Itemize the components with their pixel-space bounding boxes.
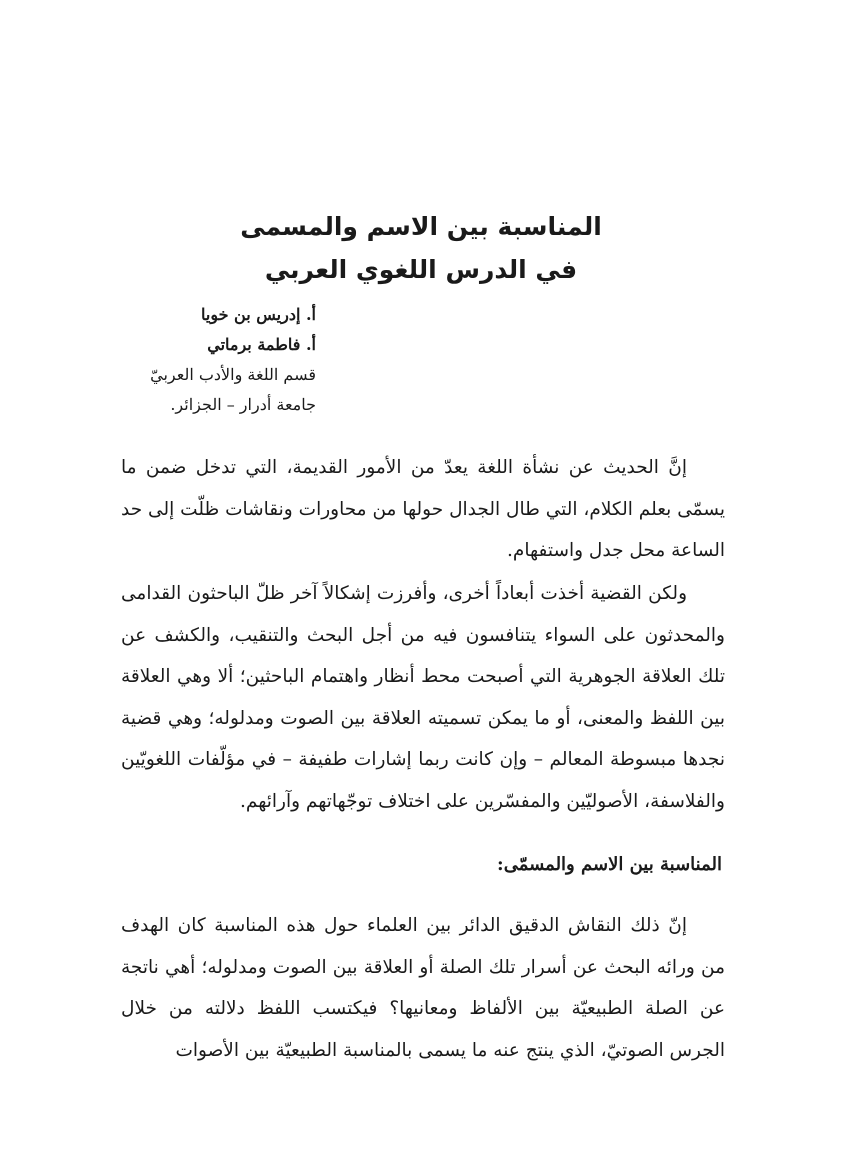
paragraph-1 [121, 447, 725, 572]
author-block [96, 300, 316, 420]
author-university: جامعة أدرار – الجزائر. [170, 395, 316, 414]
author-department: قسم اللغة والأدب العربيّ [150, 365, 316, 384]
author-name-2: أ. فاطمة برماتي [207, 335, 316, 354]
page-title: المناسبة بين الاسم والمسمى [240, 212, 602, 241]
paragraph-1-text: إنَّ الحديث عن نشأة اللغة يعدّ من الأمور القديمة، التي تدخل ضمن ما يسمّى بعلم الكلام، التي طال الجدال حولها من محاورات ونقاشات ظلّت إلى حد الساعة محل جدل واستفهام. [121, 457, 725, 561]
author-name-1: أ. إدريس بن خويا [201, 305, 316, 324]
paragraph-3-text: إنّ ذلك النقاش الدقيق الدائر بين العلماء حول هذه المناسبة كان الهدف من ورائه البحث عن أسرار تلك الصلة أو العلاقة بين الصوت ومدلوله؛ أهي ناتجة عن الصلة الطبيعيّة بين الألفاظ ومعانيها؟ فيكتسب اللفظ دلالته من خلال الجرس الصوتيّ، الذي ينتج عنه ما يسمى بالمناسبة الطبيعيّة بين الأصوات [121, 915, 725, 1061]
paragraph-3 [121, 905, 725, 1071]
paragraph-2 [121, 573, 725, 822]
page-subtitle: في الدرس اللغوي العربي [264, 255, 578, 284]
paragraph-2-text: ولكن القضية أخذت أبعاداً أخرى، وأفرزت إشكالاً آخر ظلّ الباحثون القدامى والمحدثون على السواء يتنافسون فيه من أجل البحث والتنقيب، والكشف عن تلك العلاقة الجوهرية التي أصبحت محط أنظار واهتمام الباحثين؛ ألا وهي العلاقة بين اللفظ والمعنى، أو ما يمكن تسميته العلاقة بين الصوت ومدلوله؛ وهي قضية نجدها مبسوطة المعالم – وإن كانت ربما إشارات طفيفة – في مؤلّفات اللغويّين والفلاسفة، الأصوليّين والمفسّرين على اختلاف توجّهاتهم وآرائهم. [121, 583, 725, 812]
section-heading: المناسبة بين الاسم والمسمّى: [497, 854, 722, 875]
